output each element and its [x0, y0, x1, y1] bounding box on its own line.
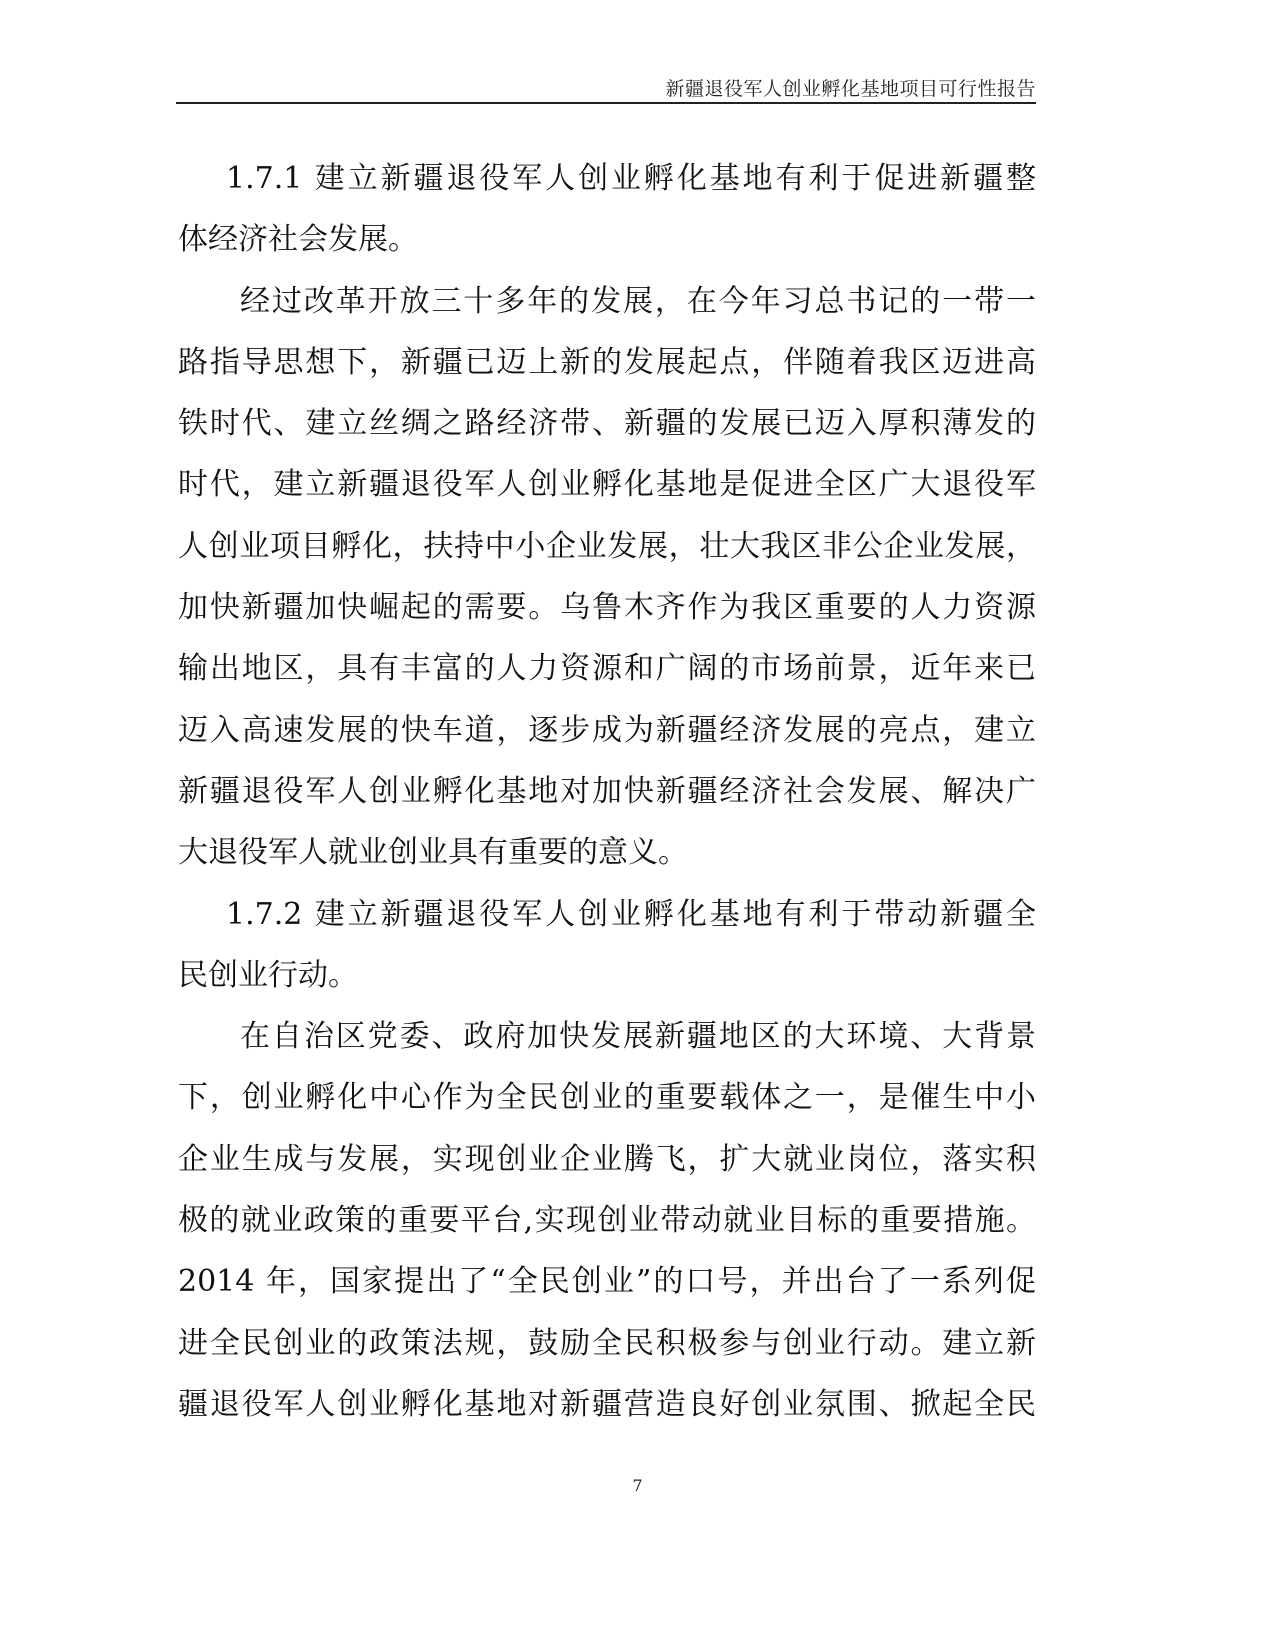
- section-heading-1-7-2: 1.7.2 建立新疆退役军人创业孵化基地有利于带动新疆全: [226, 896, 1036, 932]
- paragraph-line: 进全民创业的政策法规，鼓励全民积极参与创业行动。建立新: [178, 1325, 1036, 1361]
- paragraph-line: 迈入高速发展的快车道，逐步成为新疆经济发展的亮点，建立: [178, 712, 1036, 748]
- paragraph-line: 极的就业政策的重要平台,实现创业带动就业目标的重要措施。: [178, 1203, 1036, 1239]
- paragraph-line: 输出地区，具有丰富的人力资源和广阔的市场前景，近年来已: [178, 651, 1036, 687]
- paragraph-line: 大退役军人就业创业具有重要的意义。: [178, 835, 688, 871]
- section-heading-1-7-2-continued: 民创业行动。: [178, 957, 358, 993]
- paragraph-line: 在自治区党委、政府加快发展新疆地区的大环境、大背景: [240, 1019, 1036, 1055]
- paragraph-line: 2014 年，国家提出了“全民创业”的口号，并出台了一系列促: [178, 1264, 1036, 1300]
- paragraph-line: 经过改革开放三十多年的发展，在今年习总书记的一带一: [240, 283, 1036, 319]
- paragraph-line: 路指导思想下，新疆已迈上新的发展起点，伴随着我区迈进高: [178, 344, 1036, 380]
- header-title: 新疆退役军人创业孵化基地项目可行性报告: [665, 78, 1036, 100]
- section-heading-1-7-1: 1.7.1 建立新疆退役军人创业孵化基地有利于促进新疆整: [226, 161, 1036, 196]
- page-number: 7: [632, 1476, 643, 1495]
- paragraph-line: 铁时代、建立丝绸之路经济带、新疆的发展已迈入厚积薄发的: [178, 406, 1036, 442]
- paragraph-line: 企业生成与发展，实现创业企业腾飞，扩大就业岗位，落实积: [178, 1141, 1036, 1177]
- page-header: [176, 70, 1036, 104]
- paragraph-line: 加快新疆加快崛起的需要。乌鲁木齐作为我区重要的人力资源: [178, 590, 1036, 626]
- paragraph-line: 疆退役军人创业孵化基地对新疆营造良好创业氛围、掀起全民: [178, 1386, 1036, 1422]
- document-body: [178, 148, 1036, 1435]
- paragraph-line: 时代，建立新疆退役军人创业孵化基地是促进全区广大退役军: [178, 467, 1036, 503]
- section-heading-1-7-1-continued: 体经济社会发展。: [178, 222, 418, 258]
- paragraph-line: 新疆退役军人创业孵化基地对加快新疆经济社会发展、解决广: [178, 773, 1036, 809]
- paragraph-line: 下，创业孵化中心作为全民创业的重要载体之一，是催生中小: [178, 1080, 1036, 1116]
- paragraph-line: 人创业项目孵化，扶持中小企业发展，壮大我区非公企业发展，: [178, 528, 1036, 564]
